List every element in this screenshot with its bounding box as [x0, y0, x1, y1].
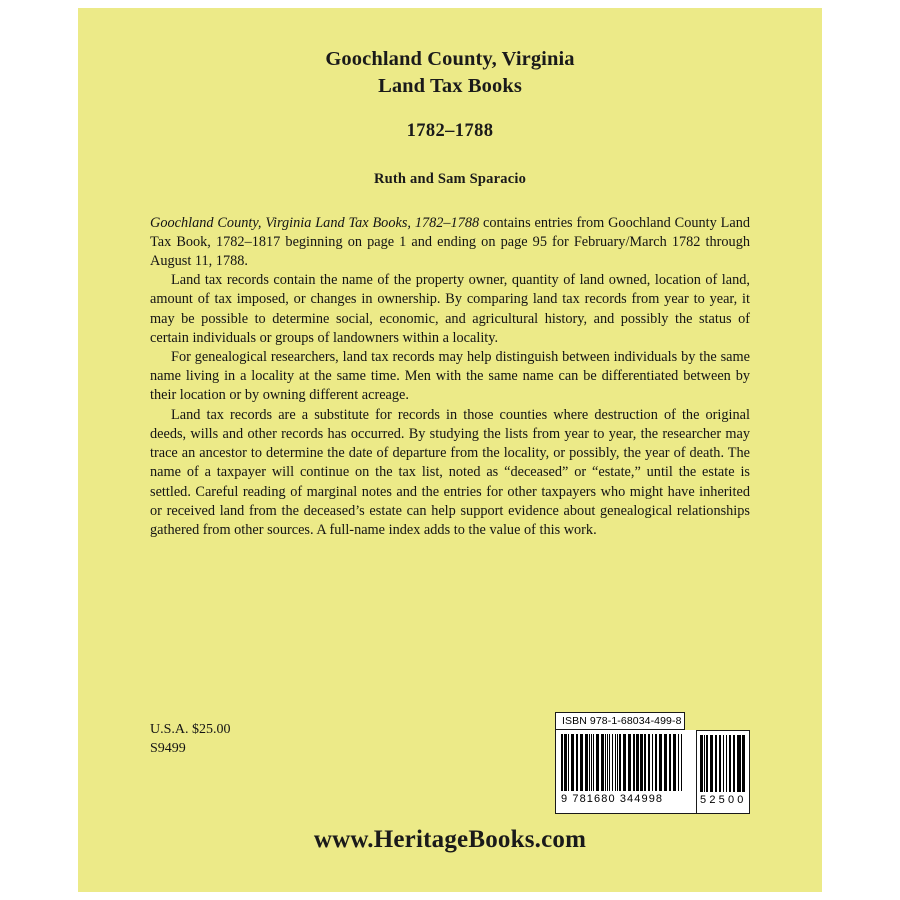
book-title-line-2: Land Tax Books: [378, 75, 522, 98]
book-authors: Ruth and Sam Sparacio: [373, 170, 527, 187]
description-paragraph-1: [150, 214, 750, 272]
ean5-digits: 52500: [700, 794, 747, 806]
title-block: [150, 46, 750, 188]
back-cover-description: [150, 214, 750, 541]
description-italic-lead: Goochland County, Virginia Land Tax Books, 1782–1788: [150, 214, 480, 231]
description-paragraph-3: For genealogical researchers, land tax records may help distinguish between individuals by the same name living in a locality at the same time. Men with the same name can be differentiated between by their location or by owning different acreage.: [150, 349, 750, 404]
description-paragraph-2: Land tax records contain the name of the property owner, quantity of land owned, location of land, amount of tax imposed, or changes in ownership. By comparing land tax records from year to year, it may be possible to determine social, economic, and agricultural history, and possibly the status of certain individuals or groups of landowners within a locality.: [150, 272, 750, 346]
price-block: [150, 720, 231, 759]
ean5-bars: [700, 735, 746, 792]
ean13-digits: 9 781680 344998: [561, 793, 664, 805]
description-paragraph-4: Land tax records are a substitute for records in those counties where destruction of the original deeds, wills and other records has occurred. By studying the lists from year to year, the researcher may trace an ancestor to determine the date of departure from the locality, or possibly, the year of death. The name of a taxpayer will continue on the tax list, noted as “deceased” or “estate,” until the estate is settled. Careful reading of marginal notes and the entries for other taxpayers who might have inherited or received land from the deceased’s estate can help support evidence about genealogical relationships gathered from other sources. A full-name index adds to the value of this work.: [150, 406, 750, 538]
book-back-cover: [78, 8, 822, 892]
publisher-website: www.HeritageBooks.com: [313, 826, 587, 853]
ean5-addon-barcode: [696, 730, 750, 814]
book-title-line-1: Goochland County, Virginia: [325, 48, 575, 70]
ean13-barcode: [555, 730, 697, 814]
isbn-label: ISBN 978-1-68034-499-8: [555, 712, 685, 730]
ean13-bars: [561, 734, 692, 791]
price-text: U.S.A. $25.00: [150, 722, 231, 737]
barcode-block: [555, 712, 750, 814]
book-date-range: 1782–1788: [406, 120, 494, 141]
item-code-text: S9499: [150, 741, 186, 757]
description-paragraph-1-text: contains entries from Goochland County Land Tax Book, 1782–1817 beginning on page 1 and ending on page 95 for February/March 1782 through August 11, 1788.: [150, 214, 750, 269]
barcode-bars-row: [555, 730, 750, 814]
